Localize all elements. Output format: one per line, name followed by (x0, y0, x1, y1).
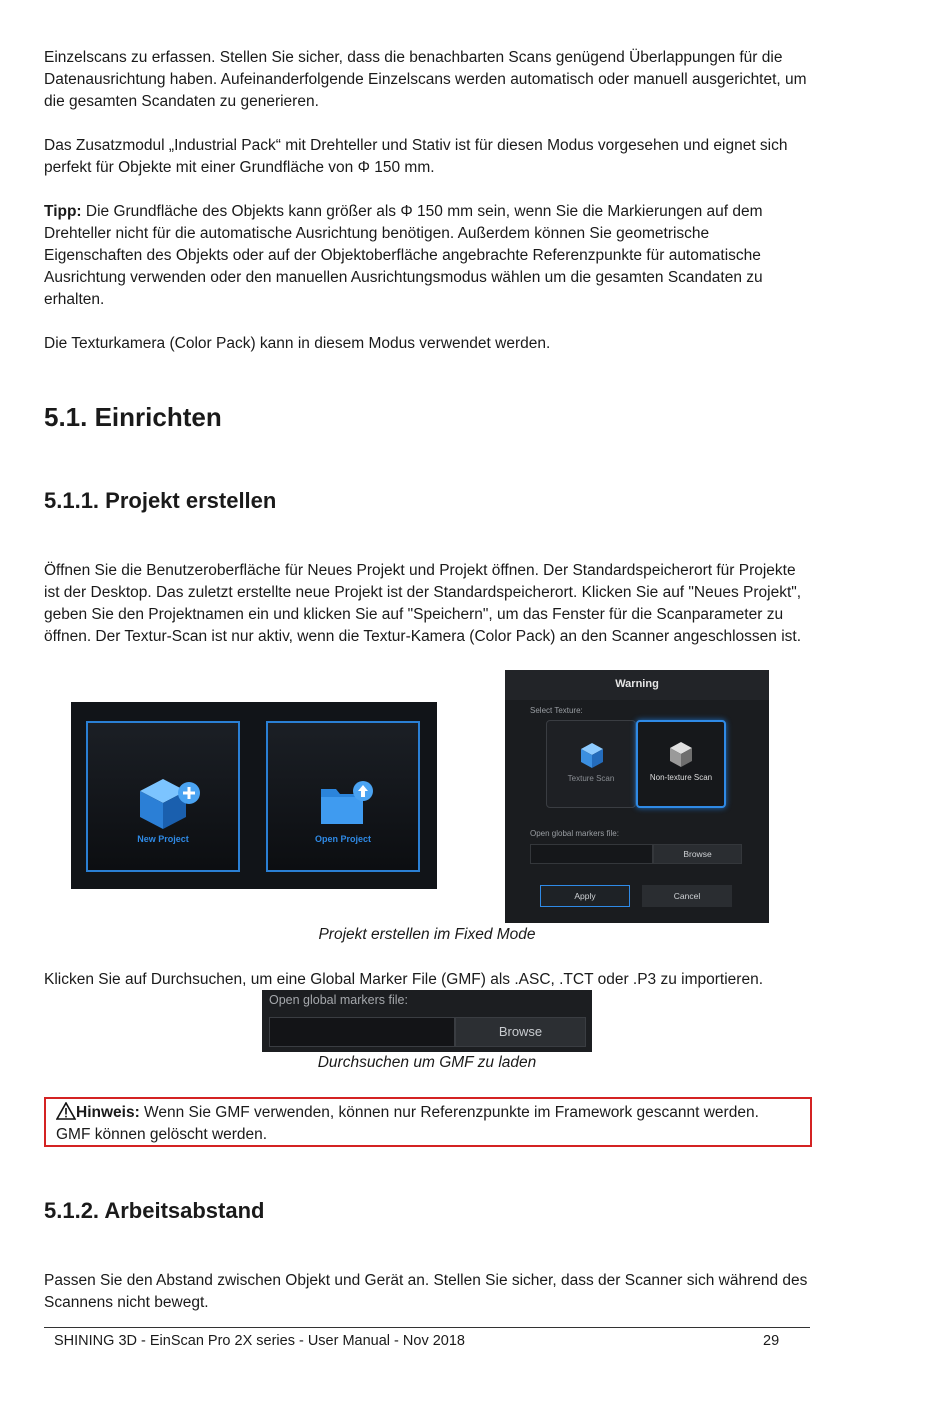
note-line: GMF können gelöscht werden. (56, 1126, 268, 1143)
subsection-heading: 5.1.1. Projekt erstellen (44, 488, 277, 513)
text-line: Öffnen Sie die Benutzeroberfläche für Neues Projekt und Projekt öffnen. Der Standardspeicherort für Projekte (44, 562, 796, 579)
text-line: Eigenschaften des Objekts oder auf der Objektoberfläche angebrachte Referenzpunkte für automatische (44, 247, 761, 264)
texture-scan-option[interactable] (546, 720, 636, 808)
figure-caption: Durchsuchen um GMF zu laden (317, 1054, 537, 1071)
browse-button[interactable]: Browse (455, 1017, 586, 1047)
gmf-label: Open global markers file: (269, 993, 408, 1007)
open-project-tile[interactable] (266, 721, 420, 872)
non-texture-scan-label: Non-texture Scan (649, 773, 713, 782)
new-project-tile[interactable] (86, 721, 240, 872)
text-line: ist der Desktop. Das zuletzt erstellte neue Projekt ist der Standardspeicherort. Klicken Sie auf "Neues Projekt", (44, 584, 802, 601)
text-line: öffnen. Der Textur-Scan ist nur aktiv, wenn die Textur-Kamera (Color Pack) an den Scanner angeschlossen ist. (44, 628, 802, 645)
open-gmf-label: Open global markers file: (530, 829, 619, 838)
browse-button[interactable]: Browse (653, 844, 742, 864)
figure-caption: Projekt erstellen im Fixed Mode (318, 926, 536, 943)
page-number: 29 (763, 1333, 780, 1349)
text-line: Scannens nicht bewegt. (44, 1294, 209, 1311)
tip-text: Die Grundfläche des Objekts kann größer als Φ 150 mm sein, wenn Sie die Markierungen auf dem (81, 203, 763, 220)
browse-gmf-screenshot (262, 990, 592, 1052)
footer-text: SHINING 3D - EinScan Pro 2X series - User Manual - Nov 2018 (54, 1333, 465, 1349)
text-line: erhalten. (44, 291, 105, 308)
gmf-path-input[interactable] (530, 844, 653, 864)
open-folder-icon (266, 721, 420, 872)
texture-cube-icon (547, 721, 637, 809)
tip-line (44, 201, 763, 223)
warning-dialog-screenshot (505, 670, 769, 923)
non-texture-cube-icon (636, 720, 726, 808)
text-line: geben Sie den Projektnamen ein und klicken Sie auf "Speichern", um das Fenster für die Scanparameter zu (44, 606, 784, 623)
project-start-screenshot (71, 702, 437, 889)
subsection-heading: 5.1.2. Arbeitsabstand (44, 1198, 265, 1223)
text-line: Passen Sie den Abstand zwischen Objekt und Gerät an. Stellen Sie sicher, dass der Scanner sich während des (44, 1272, 808, 1289)
section-heading: 5.1. Einrichten (44, 402, 222, 432)
apply-button[interactable]: Apply (540, 885, 630, 907)
text-line: die gesamten Scandaten zu generieren. (44, 93, 319, 110)
texture-scan-label: Texture Scan (567, 774, 615, 783)
note-box (44, 1097, 812, 1147)
dialog-title: Warning (615, 678, 659, 690)
warning-icon (56, 1102, 76, 1120)
tip-label: Tipp: (44, 203, 82, 220)
cancel-button[interactable]: Cancel (642, 885, 732, 907)
text-line: Das Zusatzmodul „Industrial Pack“ mit Drehteller und Stativ ist für diesen Modus vorgesehen und eignet sich (44, 137, 788, 154)
footer-divider (44, 1327, 810, 1328)
text-line: Die Texturkamera (Color Pack) kann in diesem Modus verwendet werden. (44, 335, 551, 352)
note-text: Wenn Sie GMF verwenden, können nur Referenzpunkte im Framework gescannt werden. (139, 1104, 759, 1121)
text-line: Ausrichtung verwenden oder den manuellen Ausrichtungsmodus wählen um die gesamten Scandaten zu (44, 269, 763, 286)
non-texture-scan-option[interactable] (636, 720, 726, 808)
text-line: perfekt für Objekte mit einer Grundfläche von Φ 150 mm. (44, 159, 435, 176)
note-label: Hinweis: (76, 1104, 140, 1121)
gmf-path-input[interactable] (269, 1017, 455, 1047)
text-line: Klicken Sie auf Durchsuchen, um eine Global Marker File (GMF) als .ASC, .TCT oder .P3 zu importieren. (44, 971, 764, 988)
text-line: Datenausrichtung haben. Aufeinanderfolgende Einzelscans werden automatisch oder manuell ausgerichtet, um (44, 71, 807, 88)
open-project-label: Open Project (314, 834, 371, 844)
text-line: Einzelscans zu erfassen. Stellen Sie sicher, dass die benachbarten Scans genügend Überlappungen für die (44, 49, 783, 66)
new-project-label: New Project (137, 834, 189, 844)
text-line: Drehteller nicht für die automatische Ausrichtung benötigen. Außerdem können Sie geometrische (44, 225, 710, 242)
select-texture-label: Select Texture: (530, 706, 583, 715)
new-project-cube-icon (86, 721, 240, 872)
note-line (56, 1102, 759, 1124)
